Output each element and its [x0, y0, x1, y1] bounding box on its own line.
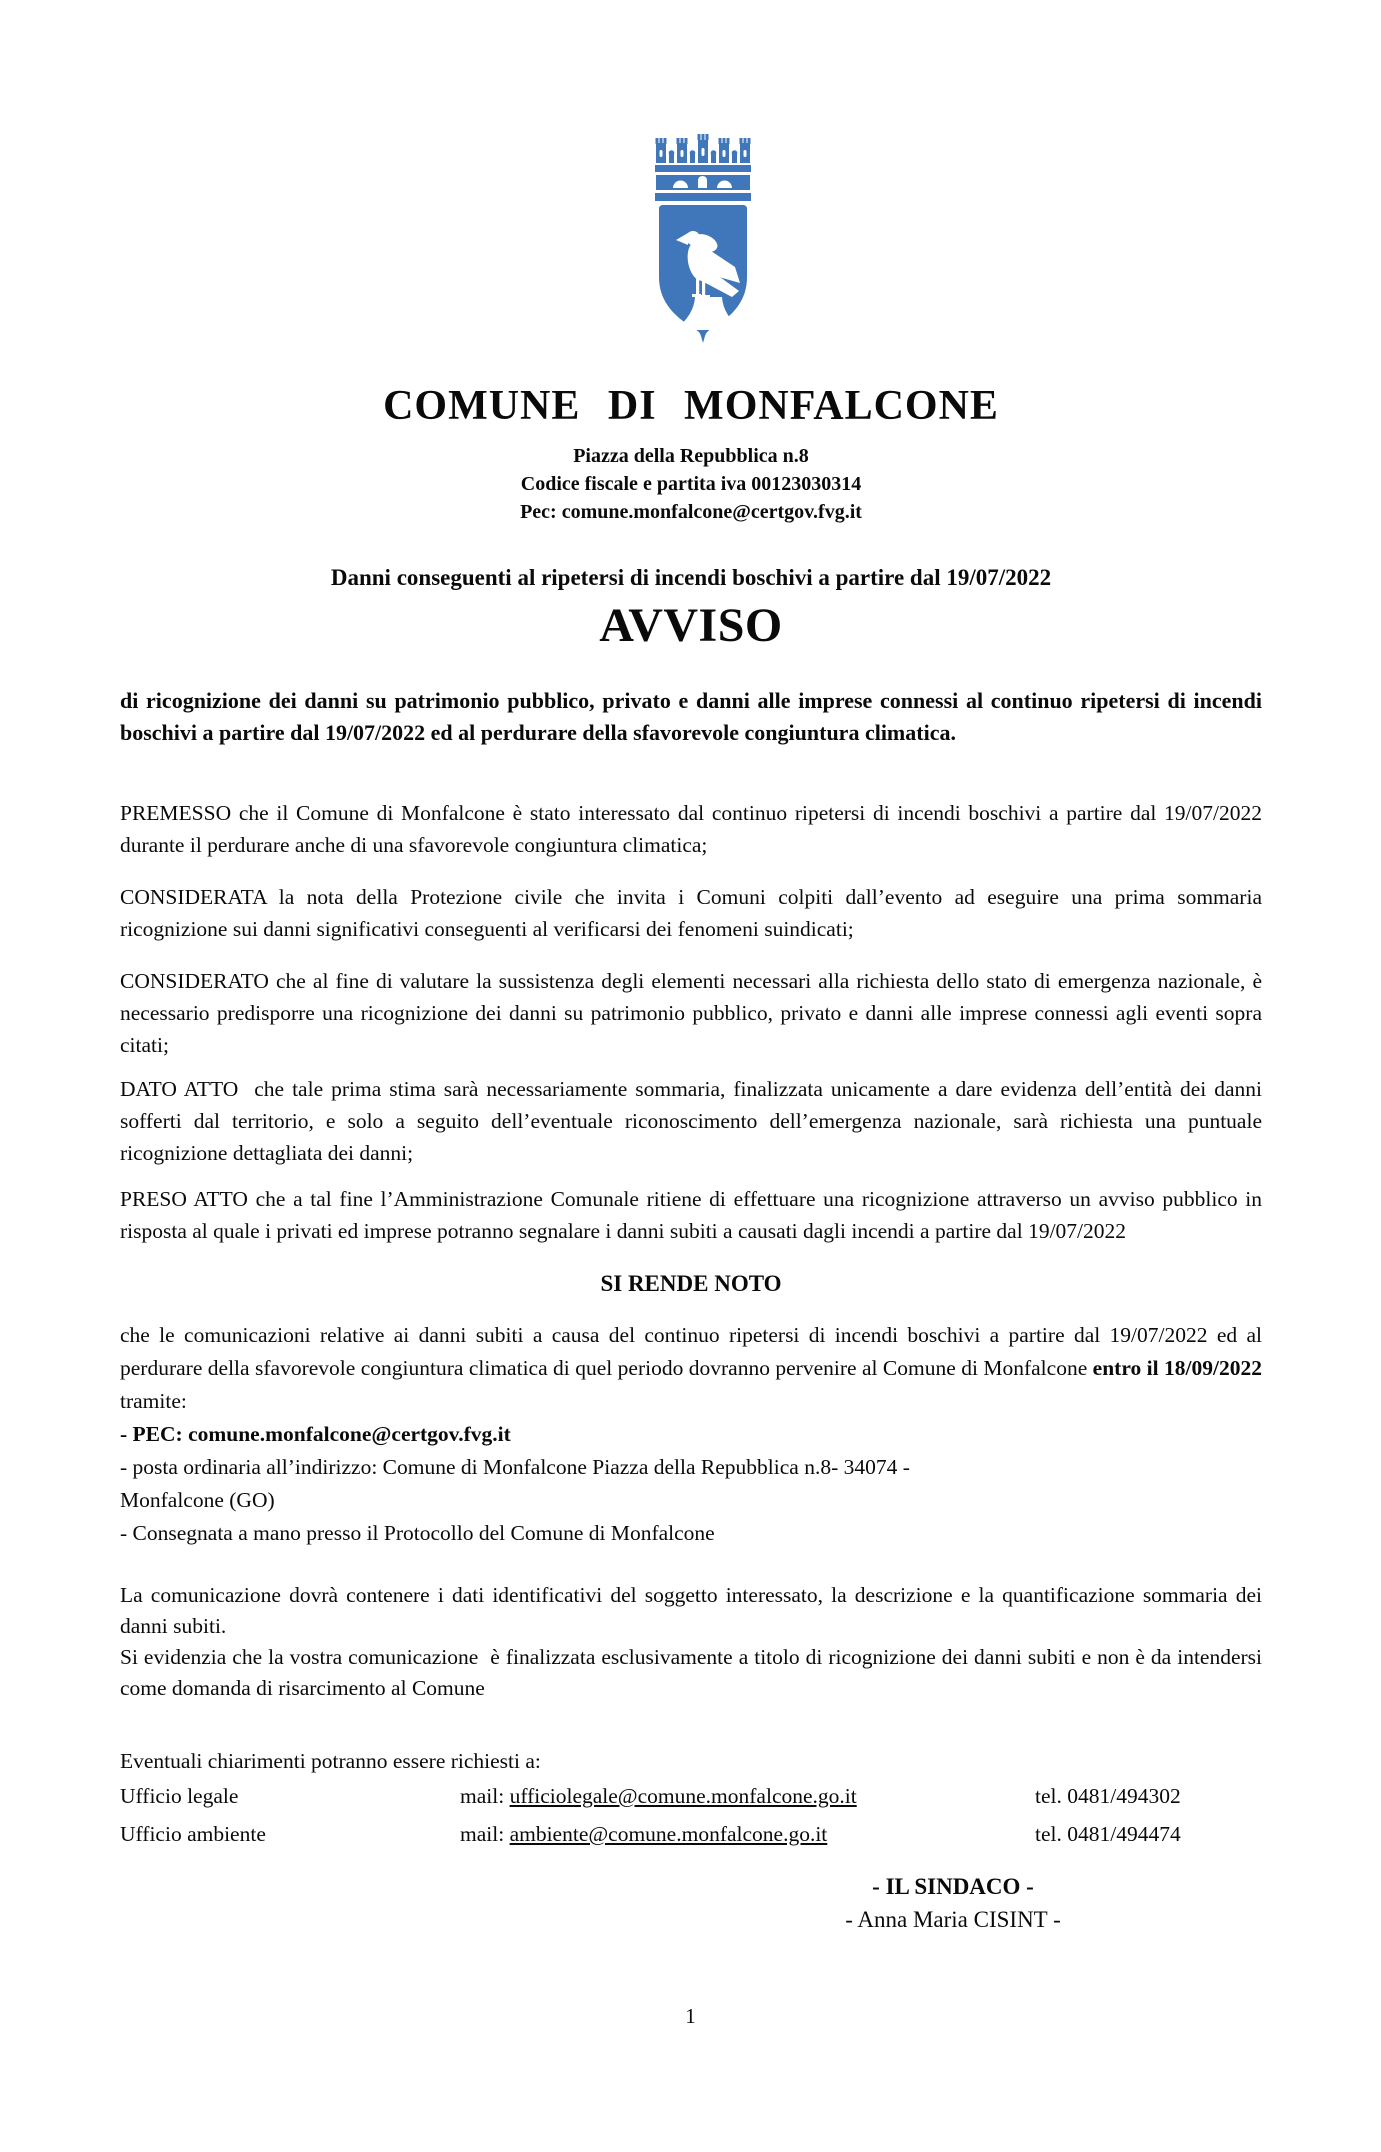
channel-posta-ordinaria: - posta ordinaria all’indirizzo: Comune di Monfalcone Piazza della Repubblica n.8- 34074 - [120, 1455, 910, 1479]
notice-body-text-after: tramite: [120, 1389, 187, 1413]
recital-dato-atto: DATO ATTO che tale prima stima sarà necessariamente sommaria, finalizzata unicamente a dare evidenza dell’entità dei danni sofferti dal territorio, e solo a seguito dell’eventuale riconoscimento dell’emergenza nazionale, sarà richiesta una puntuale ricognizione dettagliata dei danni; [120, 1077, 1262, 1165]
document-content [0, 385, 1381, 1936]
header-pec: Pec: comune.monfalcone@certgov.fvg.it [520, 501, 862, 523]
mail-label: mail: [460, 1784, 510, 1808]
closing-paragraph-2: Si evidenzia che la vostra comunicazione è finalizzata esclusivamente a titolo di ricognizione dei danni subiti e non è da intendersi come domanda di risarcimento al Comune [120, 1645, 1262, 1700]
recital-considerato: CONSIDERATO che al fine di valutare la sussistenza degli elementi necessari alla richiesta dello stato di emergenza nazionale, è necessario predisporre una ricognizione dei danni su patrimonio pubblico, privato e danni alle imprese connessi agli eventi sopra citati; [120, 969, 1262, 1057]
coat-of-arms-icon [655, 131, 751, 345]
crown-band-upper [655, 165, 751, 172]
channel-pec: - PEC: comune.monfalcone@certgov.fvg.it [120, 1422, 511, 1446]
contact-mail-cell [460, 1815, 1035, 1853]
mail-label: mail: [460, 1822, 510, 1846]
email-link-ufficio-ambiente[interactable]: ambiente@comune.monfalcone.go.it [509, 1822, 828, 1846]
contact-mail-cell [460, 1777, 1035, 1815]
recital-preso-atto: PRESO ATTO che a tal fine l’Amministrazione Comunale ritiene di effettuare una ricognizione attraverso un avviso pubblico in risposta al quale i privati ed imprese potranno segnalare i danni subiti a causati dagli incendi a partire dal 19/07/2022 [120, 1187, 1262, 1243]
page-number: 1 [685, 2004, 696, 2028]
email-link-ufficio-legale[interactable]: ufficiolegale@comune.monfalcone.go.it [509, 1784, 857, 1808]
notice-title: AVVISO [599, 599, 783, 652]
subject-line: Danni conseguenti al ripetersi di incendi boschivi a partire dal 19/07/2022 [330, 565, 1052, 590]
notice-body-text: che le comunicazioni relative ai danni subiti a causa del continuo ripetersi di incendi boschivi a partire dal 19/07/2022 ed al perdurare della sfavorevole congiuntura climatica di quel periodo dovranno pervenire al Comune di Monfalcone [120, 1323, 1262, 1380]
page-title: COMUNE DI MONFALCONE [383, 383, 999, 429]
contacts-intro: Eventuali chiarimenti potranno essere richiesti a: [120, 1749, 541, 1773]
closing-paragraph-1: La comunicazione dovrà contenere i dati identificativi del soggetto interessato, la descrizione e la quantificazione sommaria dei danni subiti. [120, 1583, 1262, 1638]
channel-consegna-mano: - Consegnata a mano presso il Protocollo del Comune di Monfalcone [120, 1521, 715, 1545]
signature-name: - Anna Maria CISINT - [845, 1907, 1061, 1932]
section-heading: SI RENDE NOTO [600, 1271, 782, 1296]
signature-block [823, 1870, 1083, 1936]
deadline-text: entro il 18/09/2022 [1092, 1356, 1262, 1380]
municipal-coat-of-arms [655, 131, 751, 345]
recital-considerata: CONSIDERATA la nota della Protezione civile che invita i Comuni colpiti dall’evento ad eseguire una prima sommaria ricognizione sui danni significativi conseguenti al verificarsi dei fenomeni suindicati; [120, 885, 1262, 941]
header-address-block [120, 442, 1262, 526]
header-fiscal-code: Codice fiscale e partita iva 00123030314 [520, 473, 862, 495]
contact-phone: tel. 0481/494474 [1035, 1822, 1181, 1846]
notice-intro: di ricognizione dei danni su patrimonio pubblico, privato e danni alle imprese connessi al continuo ripetersi di incendi boschivi a partire dal 19/07/2022 ed al perdurare della sfavorevole congiuntura climatica. [120, 688, 1262, 745]
contact-row-ambiente [120, 1815, 1262, 1853]
channel-posta-city: Monfalcone (GO) [120, 1488, 275, 1512]
contact-office-name: Ufficio ambiente [120, 1822, 266, 1846]
contact-office-name: Ufficio legale [120, 1784, 239, 1808]
notice-body-paragraph [120, 1319, 1262, 1418]
contact-row-legale [120, 1777, 1262, 1815]
header-address: Piazza della Repubblica n.8 [573, 445, 809, 467]
recital-premesso: PREMESSO che il Comune di Monfalcone è stato interessato dal continuo ripetersi di incendi boschivi a partire dal 19/07/2022 durante il perdurare anche di una sfavorevole congiuntura climatica; [120, 801, 1262, 857]
signature-role: - IL SINDACO - [872, 1874, 1034, 1899]
contact-phone: tel. 0481/494302 [1035, 1784, 1181, 1808]
crown-band-lower [655, 193, 751, 201]
